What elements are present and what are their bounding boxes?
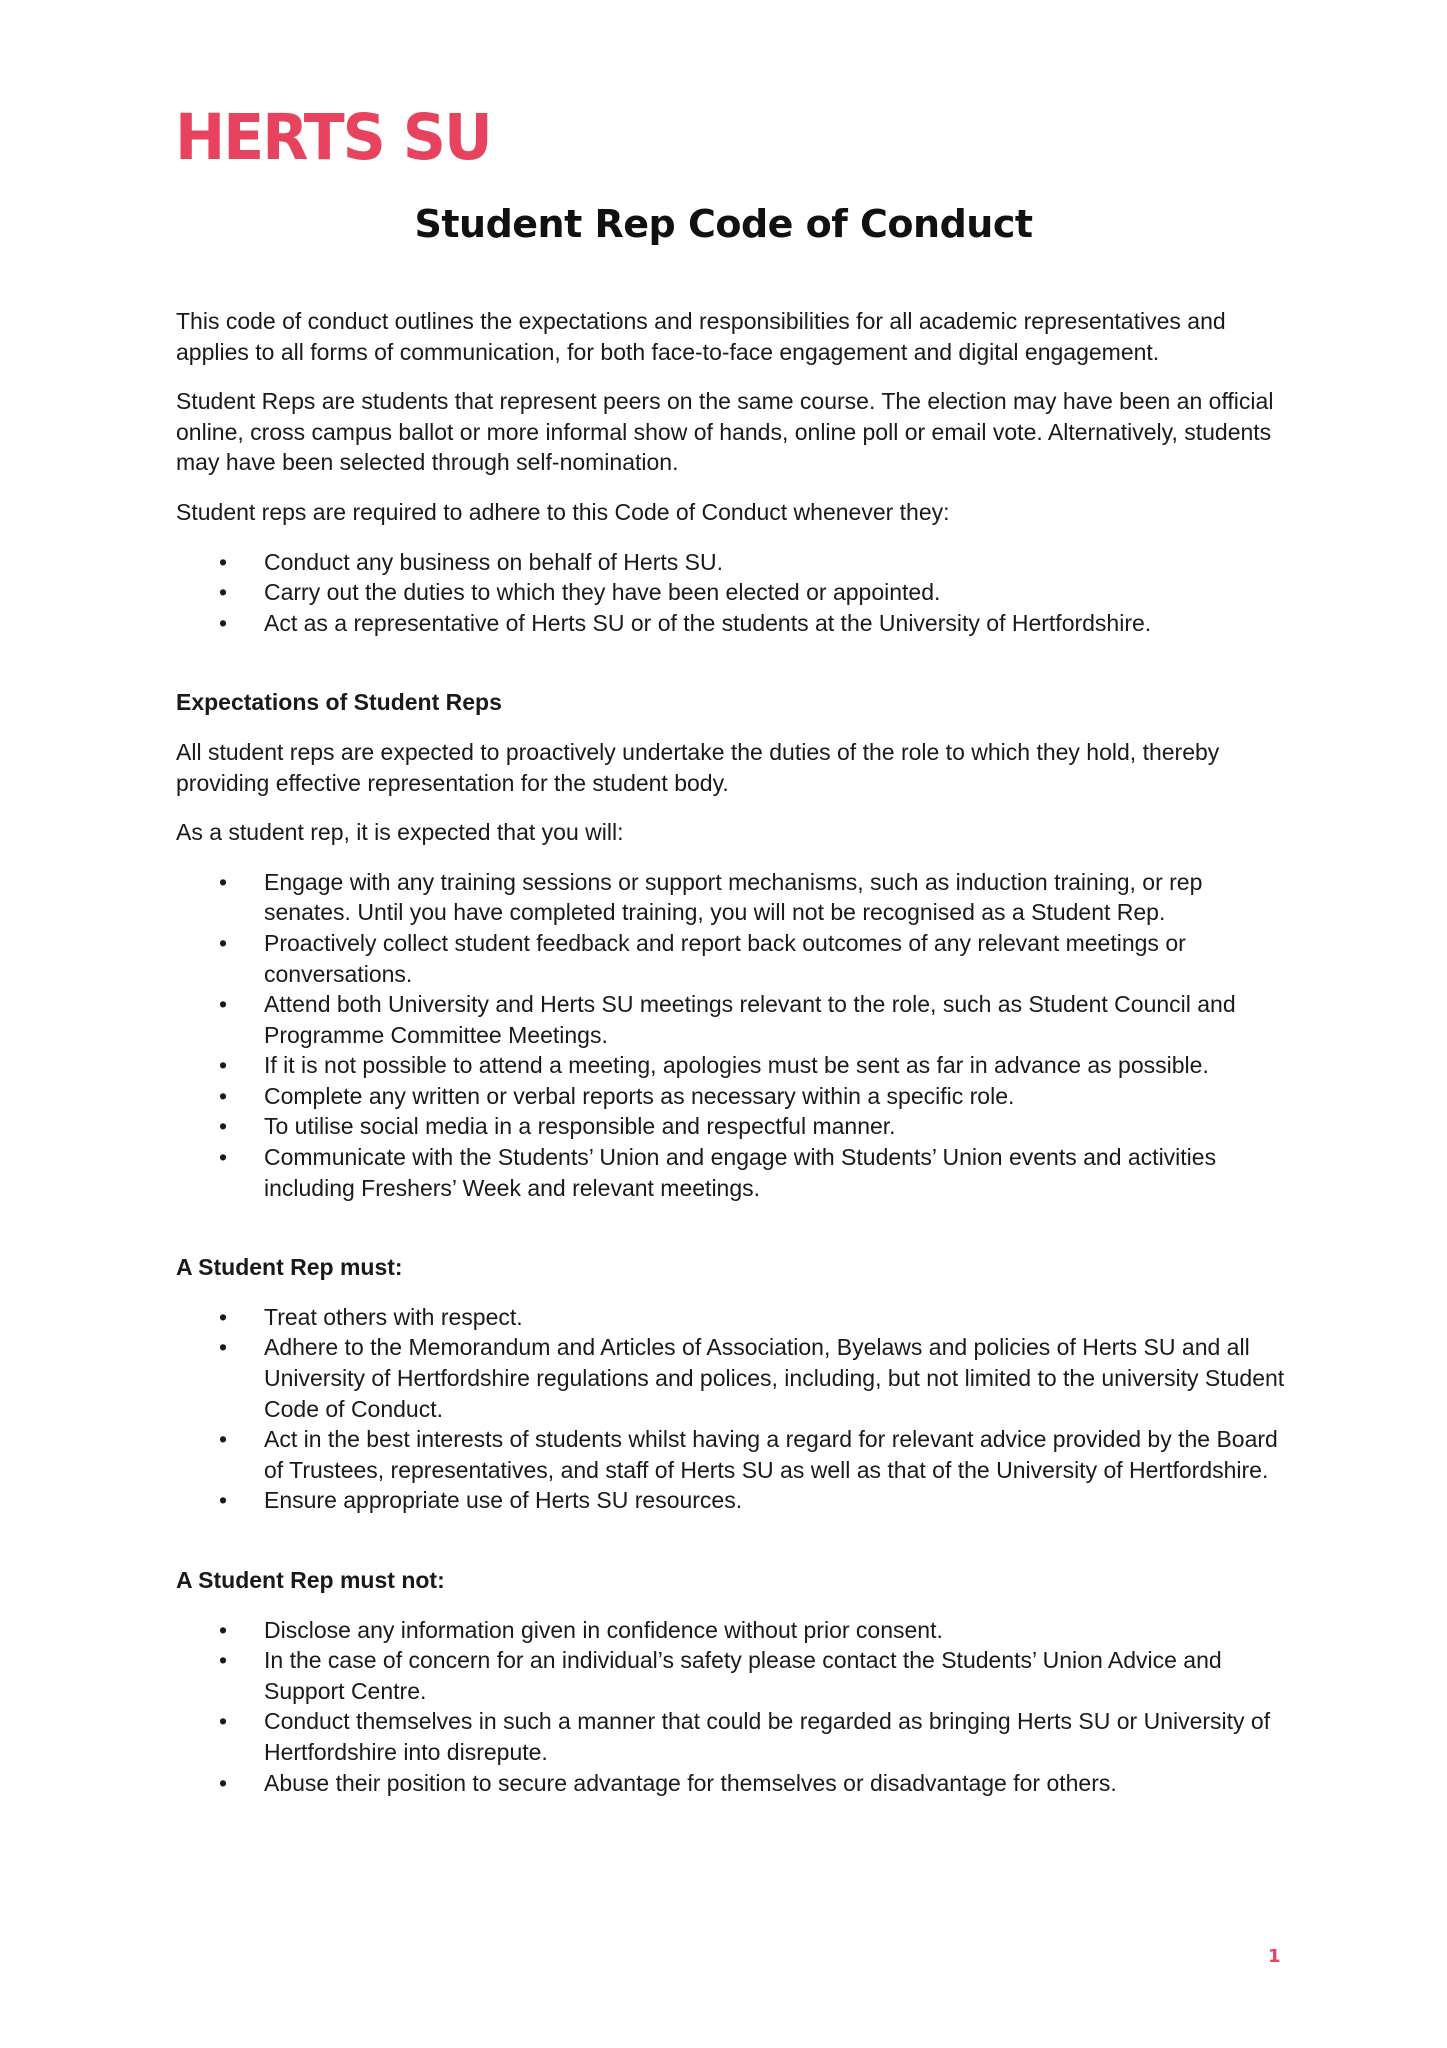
list-item: • Attend both University and Herts SU meetings relevant to the role, such as Student Council and Programme Committee Meetings. xyxy=(176,989,1291,1050)
intro-list xyxy=(176,547,1291,639)
list-item: • Disclose any information given in confidence without prior consent. xyxy=(176,1615,1291,1646)
list-item: • Communicate with the Students’ Union and engage with Students’ Union events and activities including Freshers’ Week and relevant meetings. xyxy=(176,1142,1291,1203)
list-item: • Act in the best interests of students whilst having a regard for relevant advice provided by the Board of Trustees, representatives, and staff of Herts SU as well as that of the University of Hertfordshire. xyxy=(176,1424,1291,1485)
expectations-paragraph-1: All student reps are expected to proactively undertake the duties of the role to which they hold, thereby providing effective representation for the student body. xyxy=(176,738,1220,796)
intro-paragraph-3: Student reps are required to adhere to this Code of Conduct whenever they: xyxy=(176,498,950,525)
section-heading-must: A Student Rep must: xyxy=(176,1254,403,1281)
list-item: • Proactively collect student feedback and report back outcomes of any relevant meetings or conversations. xyxy=(176,928,1291,989)
list-item: • Engage with any training sessions or support mechanisms, such as induction training, or rep senates. Until you have completed training, you will not be recognised as a Student Rep. xyxy=(176,867,1291,928)
intro-paragraph-2: Student Reps are students that represent peers on the same course. The election may have been an official online, cross campus ballot or more informal show of hands, online poll or email vote. Alternatively, students may have been selected through self-nomination. xyxy=(176,388,1274,476)
page-number: 1 xyxy=(1268,1946,1281,1967)
list-item: • If it is not possible to attend a meeting, apologies must be sent as far in advance as possible. xyxy=(176,1050,1291,1081)
must-not-list xyxy=(176,1615,1291,1799)
section-heading-expectations: Expectations of Student Reps xyxy=(176,689,502,716)
list-item: • Adhere to the Memorandum and Articles of Association, Byelaws and policies of Herts SU and all University of Hertfordshire regulations and polices, including, but not limited to the university Student Code of Conduct. xyxy=(176,1332,1291,1424)
list-item: • Conduct any business on behalf of Herts SU. xyxy=(176,547,1291,578)
logo-text: HERTS SU xyxy=(175,101,491,175)
list-item: • Ensure appropriate use of Herts SU resources. xyxy=(176,1485,1291,1516)
expectations-list xyxy=(176,867,1291,1204)
list-item: • Act as a representative of Herts SU or of the students at the University of Hertfordshire. xyxy=(176,608,1291,639)
list-item: • Complete any written or verbal reports as necessary within a specific role. xyxy=(176,1081,1291,1112)
document-body xyxy=(176,306,1291,1817)
list-item: • Abuse their position to secure advantage for themselves or disadvantage for others. xyxy=(176,1768,1291,1799)
expectations-paragraph-2: As a student rep, it is expected that you will: xyxy=(176,819,624,846)
herts-su-logo xyxy=(175,101,491,175)
must-list xyxy=(176,1302,1291,1516)
list-item: • Treat others with respect. xyxy=(176,1302,1291,1333)
list-item: • To utilise social media in a responsible and respectful manner. xyxy=(176,1111,1291,1142)
section-heading-must-not: A Student Rep must not: xyxy=(176,1567,445,1593)
list-item: • Carry out the duties to which they have been elected or appointed. xyxy=(176,577,1291,608)
intro-paragraph-1: This code of conduct outlines the expectations and responsibilities for all academic representatives and applies to all forms of communication, for both face-to-face engagement and digital engagement. xyxy=(176,308,1226,365)
list-item: • In the case of concern for an individual’s safety please contact the Students’ Union Advice and Support Centre. xyxy=(176,1645,1291,1706)
page-title: Student Rep Code of Conduct xyxy=(414,202,1033,246)
list-item: • Conduct themselves in such a manner that could be regarded as bringing Herts SU or University of Hertfordshire into disrepute. xyxy=(176,1706,1291,1767)
